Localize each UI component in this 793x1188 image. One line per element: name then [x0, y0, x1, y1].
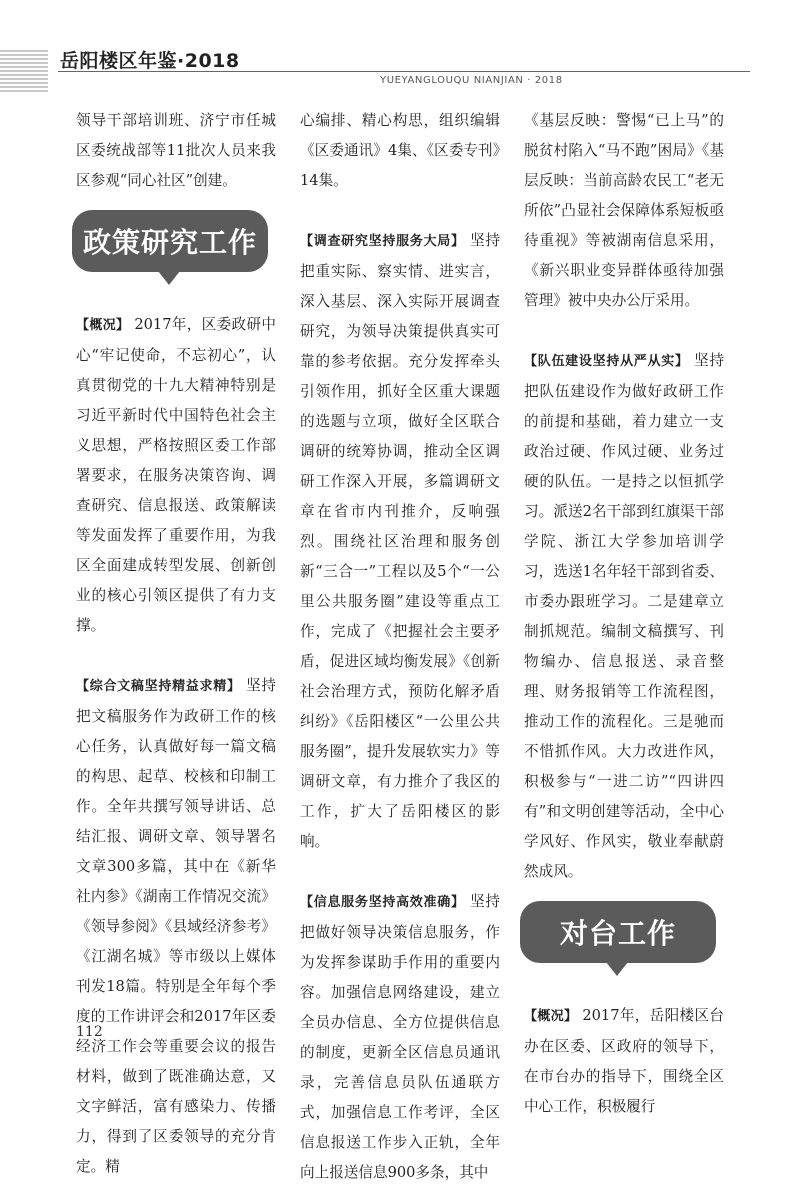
page-number: 112	[76, 1024, 103, 1040]
paragraph-tag: 【概况】	[76, 318, 130, 333]
paragraph-tag: 【调查研究坚持服务大局】	[300, 234, 465, 249]
paragraph-drafting	[76, 671, 276, 1182]
paragraph-continued: 领导干部培训班、济宁市任城区委统战部等11批次人员来我区参观“同心社区”创建。	[76, 112, 276, 189]
column-1	[76, 106, 276, 1182]
paragraph-text: 坚持把队伍建设作为做好政研工作的前提和基础，着力建立一支政治过硬、作风过硬、业务过硬的队伍。一是持之以恒抓学习。派送2名干部到红旗渠干部学院、浙江大学参加培训学习，选送1名年轻干部到省委、市委办跟班学习。二是建章立制抓规范。编制文稿撰写、刊物编办、信息报送、录音整理、财务报销等工作流程图，推动工作的流程化。三是驰而不惜抓作风。大力改进作风，积极参与“一进二访”“四讲四有”和文明创建等活动，全中心学风好、作风实，敬业奉献蔚然成风。	[524, 352, 724, 880]
header-stripes	[0, 50, 48, 92]
paragraph-tag: 【信息服务坚持高效准确】	[300, 895, 465, 910]
section-heading-policy-research	[72, 210, 276, 306]
paragraph-text: 2017年，岳阳楼区台办在区委、区政府的领导下，在市台办的指导下，围绕全区中心工作，积极履行	[524, 1007, 725, 1115]
paragraph-overview	[524, 1001, 724, 1122]
paragraph-tag: 【综合文稿坚持精益求精】	[76, 679, 241, 694]
paragraph-continued: 《基层反映：警惕“已上马”的脱贫村陷入“马不跑”困局》《基层反映：当前高龄农民工“老无所依”凸显社会保障体系短板亟待重视》等被湖南信息采用，《新兴职业变异群体亟待加强管理》被中央办公厅采用。	[524, 112, 724, 309]
section-title: 政策研究工作	[72, 210, 268, 272]
running-header-title: 岳阳楼区年鉴·2018	[60, 50, 240, 72]
paragraph-text: 坚持把重实际、察实情、进实言，深入基层、深入实际开展调查研究，为领导决策提供真实可靠的参考依据。充分发挥牵头引领作用，抓好全区重大课题的选题与立项，做好全区联合调研的统筹协调，推动全区调研工作深入开展，多篇调研文章在省市内刊推介，反响强烈。围绕社区治理和服务创新“三合一”工程以及5个“一公里公共服务圈”建设等重点工作，完成了《把握社会主要矛盾，促进区域均衡发展》《创新社会治理方式，预防化解矛盾纠纷》《岳阳楼区“一公里公共服务圈”，提升发展软实力》等调研文章，有力推介了我区的工作，扩大了岳阳楼区的影响。	[300, 232, 500, 850]
header-rule	[58, 71, 750, 72]
paragraph-research	[300, 226, 500, 857]
column-2	[300, 106, 500, 1188]
paragraph-team	[524, 346, 724, 887]
speech-bubble-tail	[606, 962, 628, 976]
running-header-subtitle: YUEYANGLOUQU NIANJIAN · 2018	[380, 75, 563, 86]
paragraph-text: 坚持把文稿服务作为政研工作的核心任务，认真做好每一篇文稿的构思、起草、校核和印制工作。全年共撰写领导讲话、总结汇报、调研文章、领导署名文章300多篇，其中在《新华社内参》《湖南工作情况交流》《领导参阅》《县域经济参考》《江湖名城》等市级以上媒体刊发18篇。特别是全年每个季度的工作讲评会和2017年区委经济工作会等重要会议的报告材料，做到了既准确达意，又文字鲜活，富有感染力、传播力，得到了区委领导的充分肯定。精	[76, 677, 276, 1175]
paragraph-continued: 心编排、精心构思，组织编辑《区委通讯》4集、《区委专刊》14集。	[300, 112, 500, 189]
section-title: 对台工作	[520, 901, 716, 963]
paragraph-text: 2017年，区委政研中心“牢记使命，不忘初心”，认真贯彻党的十九大精神特别是习近平新时代中国特色社会主义思想，严格按照区委工作部署要求，在服务决策咨询、调查研究、信息报送、政策解读等发面发挥了重要作用，为我区全面建成转型发展、创新创业的核心引领区提供了有力支撑。	[76, 316, 277, 634]
column-3	[524, 106, 724, 1122]
speech-bubble-tail	[158, 271, 180, 285]
paragraph-tag: 【队伍建设坚持从严从实】	[524, 354, 689, 369]
paragraph-overview	[76, 310, 276, 641]
paragraph-text: 坚持把做好领导决策信息服务，作为发挥参谋助手作用的重要内容。加强信息网络建设，建立全员办信息、全方位提供信息的制度，更新全区信息员通讯录，完善信息员队伍通联方式，加强信息工作考评，全区信息报送工作步入正轨，全年向上报送信息900多条，其中	[300, 893, 500, 1181]
paragraph-information	[300, 887, 500, 1188]
paragraph-tag: 【概况】	[524, 1009, 578, 1024]
section-heading-taiwan-affairs	[520, 901, 724, 997]
